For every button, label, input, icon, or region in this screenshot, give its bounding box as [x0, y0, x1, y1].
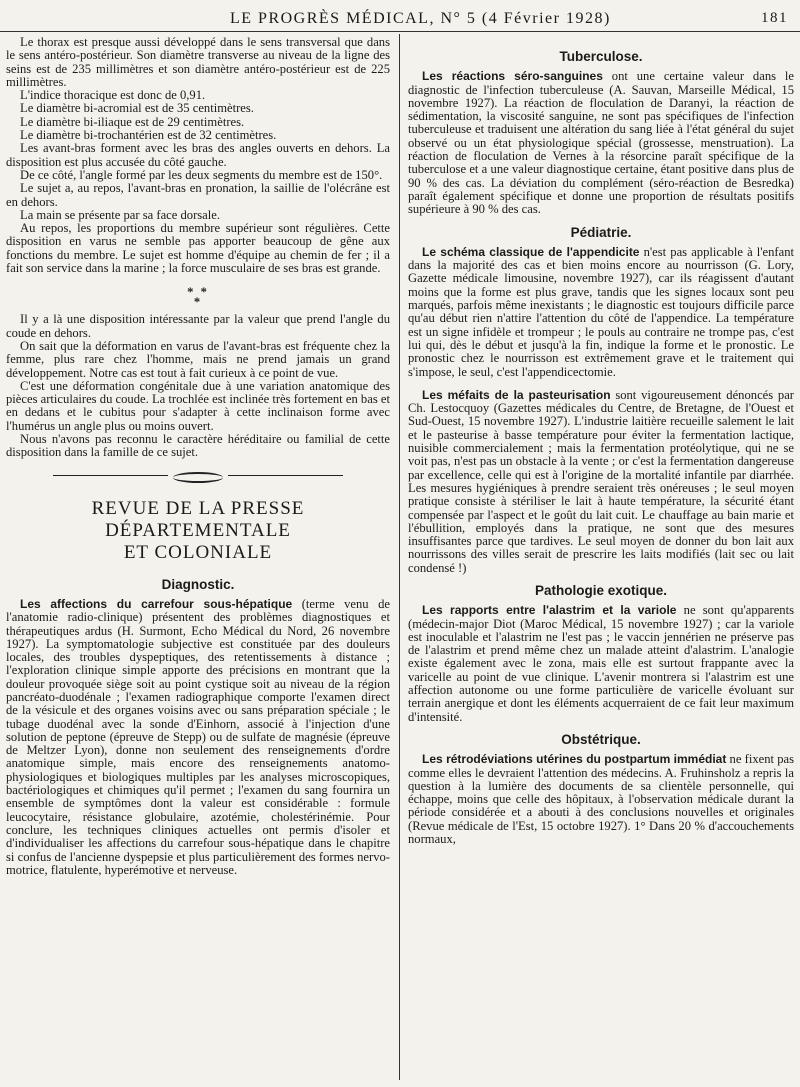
paragraph: Le diamètre bi-iliaque est de 29 centimètres.: [20, 114, 245, 129]
article-lead: Les rapports entre l'alastrim et la variole: [422, 603, 677, 618]
section-heading-diagnostic: Diagnostic.: [161, 576, 235, 592]
article-lead: Les méfaits de la pasteurisation: [422, 387, 611, 402]
header-rule: [0, 31, 800, 32]
section-ornament: [53, 472, 343, 480]
page-number: 181: [761, 10, 788, 26]
asterism: * * *: [187, 285, 209, 310]
paragraph: On sait que la déformation en varus de l'avant-bras est fréquente chez la femme, plus rare chez l'homme, mais ne prend jamais un grand développement. Notre cas est tout à fait curieux à ce point de vue.: [6, 338, 390, 380]
left-column: [6, 36, 390, 877]
paragraph: Le thorax est presque aussi développé dans le sens transversal que dans le sens antéro-postérieur. Son diamètre transverse au niveau de la ligne des seins est de 235 millimètres et son diamètre antéro-postérieur est de 225 millimètres.: [6, 35, 390, 89]
review-title-line-2: ET COLONIALE: [123, 541, 273, 563]
article-pediatrie: [408, 246, 794, 379]
paragraph: De ce côté, l'angle formé par les deux segments du membre est de 150°.: [20, 167, 383, 182]
paragraph: La main se présente par sa face dorsale.: [20, 207, 220, 222]
article-obstetrique: [408, 753, 794, 846]
journal-title: LE PROGRÈS MÉDICAL, N° 5 (4 Février 1928): [230, 10, 611, 27]
article-body: (terme venu de l'anatomie radio-clinique) présentent des problèmes diagnostiques et thérapeutiques ardus (H. Surmont, Echo Médical du Nord, 26 novembre 1927). La symptomatologie subjective est constituée par des douleurs locales, des troubles dyspeptiques, des retentissements à distance ; l'exploration clinique simple apporte des précisions en montrant que la douleur provoquée siège soit au point cystique soit au niveau de la région pancréato-duodénale ; l'examen radiographique comporte l'examen direct de la vésicule et des organes voisins avec ou sans préparation spéciale ; le tubage duodénal avec la sonde d'Einhorn, associé à l'injection d'une solution de peptone (épreuve de Stepp) ou de sulfate de magnésie (épreuve de Meltzer Lyon), donne non seulement des renseignements d'ordre anatomique simple, mais encore des renseignements anatomo-physiologiques et biologiques multiples par les analyses microscopiques, bactériologiques et chimiques qu'il permet ; l'examen du sang fournira un ensemble de symptômes dont la valeur est considérable : formule leucocytaire, résistance globulaire, azotémie, cholestérinémie. Pour conclure, les techniques cliniques actuelles ont permis d'isoler et d'individualiser les affections du carrefour sous-hépatique dans le chapitre si confus de l'ancienne dyspepsie et plus particulièrement des formes nervo-motrice, flatulente, hyperémotive et nerveuse.: [6, 596, 390, 877]
paragraph: Le diamètre bi-trochantérien est de 32 centimètres.: [20, 128, 277, 143]
article-alastrim: [408, 604, 794, 724]
article-body: ne sont qu'apparents (médecin-major Diot (Maroc Médical, 15 novembre 1927) ; car la variole est inoculable et l'alastrim ne l'est pas ; le vaccin jennérien ne préserve pas de l'alastrim et prend même chez un malade atteint d'alastrim. L'analogie existe également avec le zona, mais elle est surtout frappante avec la varicelle au point de vue clinique. L'avenir montrera si l'alastrim est une affection autonome ou une forme particulière de varicelle évoluant sur terrain anergique et dont les éléments acquerraient de ce fait leur maximum d'intensité.: [408, 603, 794, 724]
paragraph: Nous n'avons pas reconnu le caractère héréditaire ou familial de cette disposition dans la famille de ce sujet.: [6, 432, 390, 460]
paragraph: Il y a là une disposition intéressante par la valeur que prend l'angle du coude en dehors.: [6, 312, 390, 340]
paragraph: Le sujet a, au repos, l'avant-bras en pronation, la saillie de l'olécrâne est en dehors.: [6, 181, 390, 209]
article-body: n'est pas applicable à l'enfant dans la majorité des cas et bien moins encore au nourrisson (G. Lory, Gazette médicale limousine, novembre 1927), car ils réagissent d'autant moins que la forme est plus grave, tandis que les signes locaux sont peu marqués, parfois même inexistants ; le diagnostic est toujours difficile parce qu'au début rien n'attire l'attention du côté de l'appendice. La température est un signe infidèle et trompeur ; le pouls au contraire ne trompe pas, c'est lui qui, dès le début et jusqu'à la fin, indique la forme et le pronostic. Le pronostic chez le nourrisson est extrêmement grave et le traitement qui s'impose, le seul, c'est l'appendicectomie.: [408, 244, 795, 379]
section-heading-obstetrique: Obstétrique.: [561, 731, 641, 747]
paragraph: C'est une déformation congénitale due à une variation anatomique des pièces articulaires du coude. La trochlée est inclinée très fortement en bas et en dedans et le cubitus pour s'adapter à cette inclinaison forme avec l'humérus un angle plus ou moins ouvert.: [6, 378, 390, 433]
paragraph: Au repos, les proportions du membre supérieur sont régulières. Cette disposition en varus ne semble pas apporter beaucoup de gêne aux fonctions du membre. Le sujet est homme d'équipe au chemin de fer ; il a fait son service dans la marine ; la force musculaire de ses bras est grande.: [6, 221, 390, 276]
column-separator: [399, 34, 400, 1080]
review-title-line-1: REVUE DE LA PRESSE DÉPARTEMENTALE: [91, 497, 305, 541]
article-body: ne fixent pas comme elles le devraient l'attention des médecins. A. Fruhinsholz a repris la question à la lumière des documents de sa clientèle personnelle, qui échappe, moins que celle des hôpitaux, à l'observation médicale durant la période considérée et a abouti à des conclusions nouvelles et originales (Revue médicale de l'Est, 15 octobre 1927). 1° Dans 20 % d'accouchements normaux,: [408, 752, 795, 847]
paragraph: Les avant-bras forment avec les bras des angles ouverts en dehors. La disposition est plus accusée du côté gauche.: [6, 141, 390, 169]
page-header: [0, 6, 800, 30]
article-lead: Les affections du carrefour sous-hépatique: [20, 596, 293, 611]
article-lead: Les réactions séro-sanguines: [422, 69, 603, 84]
article-pasteurisation: [408, 389, 794, 575]
article-body: sont vigoureusement dénoncés par Ch. Lestocquoy (Gazettes médicales du Centre, de Bretagne, de l'Ouest et Sud-Ouest, 15 novembre 1927). L'industrie laitière recueille salement le lait et le pasteurise à basse température pour éviter la fermentation lactique, nuisible commercialement ; mais la fermentation protéolytique, qui ne se voit pas, n'est pas un obstacle à la vente ; or c'est la fermentation dangereuse par excellence, celle qui est à l'origine de la mortalité infantile par diarrhée. Les mesures hygiéniques à prendre seraient très onéreuses ; le seul moyen pratique consiste à stériliser le lait à haute température, la sécurité étant compensée par l'aspect et le goût du lait cuit. Le chauffage au bain marie et l'ébullition, employés dans la pratique, ne sont que des mesures insuffisantes parce que tardives. Le seul moyen de donner du bon lait aux nourrissons des villes serait de prescrire les laits modifiés (lait sec ou lait condensé !): [408, 387, 794, 575]
article-body: ont une certaine valeur dans le diagnostic de l'infection tuberculeuse (A. Sauvan, Marseille Médical, 15 novembre 1927). La réaction de floculation de Daranyi, la réaction de sédimentation, la viscosité sanguine, ne sont pas spécifiques de l'infection tuberculeuse et traduisent une altération du sang liée à l'état général du sujet observé ou un état physiologique spécial (grossesse, menstruation). La réaction de floculation de Vernes à la résorcine paraît spécifique de la tuberculose et a une valeur diagnostique certaine, étant positive dans plus de 90 % des cas. La déviation du complément (séro-réaction de Besredka) paraît également spécifique et donne une proportion de résultats positifs supérieure à 90 % des cas.: [408, 69, 794, 217]
article-tuberculose: [408, 70, 794, 216]
article-diagnostic: [6, 598, 390, 877]
article-lead: Le schéma classique de l'appendicite: [422, 244, 640, 259]
paragraph: L'indice thoracique est donc de 0,91.: [20, 88, 206, 103]
section-heading-tuberculose: Tuberculose.: [559, 49, 643, 64]
review-title: [6, 498, 390, 564]
article-lead: Les rétrodéviations utérines du postpartum immédiat: [422, 752, 727, 767]
right-column: [408, 36, 794, 846]
section-heading-pathologie-exotique: Pathologie exotique.: [534, 582, 667, 598]
paragraph: Le diamètre bi-acromial est de 35 centimètres.: [20, 101, 254, 116]
section-heading-pediatrie: Pédiatrie.: [570, 224, 632, 240]
